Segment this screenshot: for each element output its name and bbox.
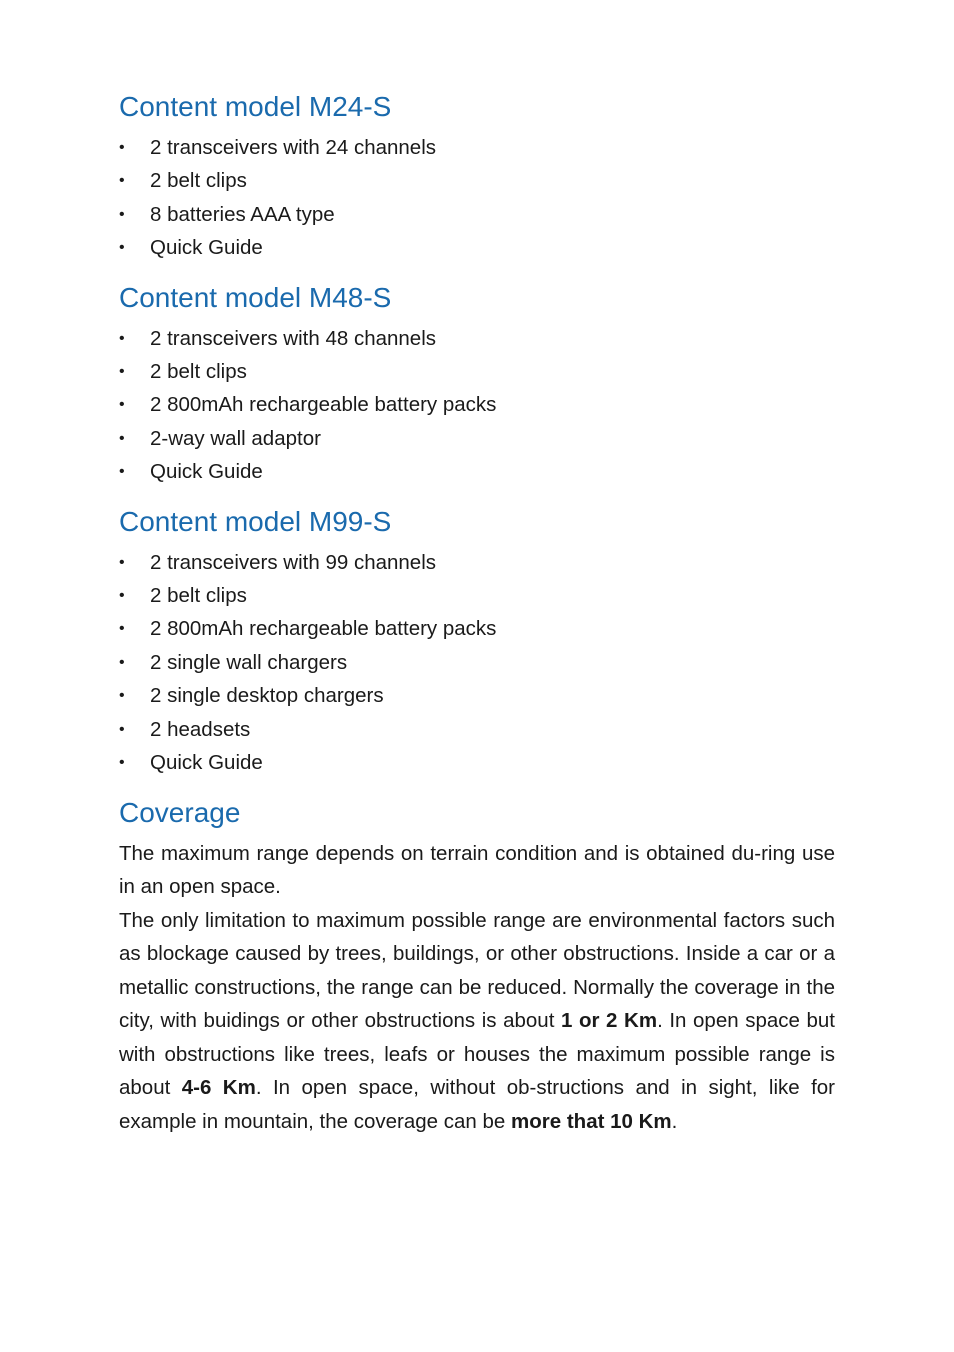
list-item: • 2 headsets xyxy=(119,713,835,746)
bullet-icon: • xyxy=(119,239,125,257)
content-list xyxy=(119,131,835,265)
content-list xyxy=(119,546,835,780)
bullet-icon: • xyxy=(119,329,125,347)
bullet-icon: • xyxy=(119,396,125,414)
section-heading: Content model M99-S xyxy=(119,505,392,537)
section-m24s xyxy=(119,88,835,265)
coverage-paragraph-2: The only limitation to maximum possible range are environmental factors such as blockage caused by trees, buildings, or other obstructions. Inside a car or a metallic constructions, the range can be reduced. Normally the coverage in the city, with buidings or other obstructions is about 1 or 2 Km. In open space but with obstructions like trees, leafs or houses the maximum possible range is about 4-6 Km. In open space, without ob-structions and in sight, like for example in mountain, the coverage can be more that 10 Km. xyxy=(119,908,836,1133)
content-list xyxy=(119,322,835,489)
section-heading: Content model M24-S xyxy=(119,91,392,122)
bullet-icon: • xyxy=(119,587,125,605)
range-city: 1 or 2 Km xyxy=(560,1009,658,1032)
bullet-icon: • xyxy=(119,620,125,638)
list-item: • 2 800mAh rechargeable battery packs xyxy=(119,388,835,421)
section-heading: Content model M48-S xyxy=(119,281,392,313)
list-item: • 2 transceivers with 24 channels xyxy=(119,131,835,164)
bullet-icon: • xyxy=(119,172,125,190)
list-item: • Quick Guide xyxy=(119,231,835,264)
bullet-icon: • xyxy=(119,754,125,772)
list-item: • 2 belt clips xyxy=(119,355,835,388)
range-open-clear: more that 10 Km xyxy=(511,1109,672,1133)
list-item: • 2 transceivers with 99 channels xyxy=(119,546,835,579)
bullet-icon: • xyxy=(119,687,125,705)
list-item: • Quick Guide xyxy=(119,746,835,779)
list-item: • 2 single desktop chargers xyxy=(119,679,835,712)
section-coverage xyxy=(119,794,835,1139)
list-item: • 8 batteries AAA type xyxy=(119,198,835,231)
list-item: • 2-way wall adaptor xyxy=(119,422,835,455)
bullet-icon: • xyxy=(119,363,125,381)
list-item: • 2 belt clips xyxy=(119,579,835,612)
section-heading: Coverage xyxy=(119,796,241,828)
range-open-obstructed: 4-6 Km xyxy=(181,1076,256,1099)
list-item: • 2 transceivers with 48 channels xyxy=(119,322,835,355)
list-item: • 2 800mAh rechargeable battery packs xyxy=(119,612,835,645)
document-page xyxy=(119,88,835,1138)
list-item: • Quick Guide xyxy=(119,455,835,488)
list-item: • 2 single wall chargers xyxy=(119,646,835,679)
bullet-icon: • xyxy=(119,553,125,571)
bullet-icon: • xyxy=(119,205,125,223)
bullet-icon: • xyxy=(119,720,125,738)
bullet-icon: • xyxy=(119,653,125,671)
section-m99s xyxy=(119,503,835,780)
list-item: • 2 belt clips xyxy=(119,164,835,197)
coverage-paragraph-1: The maximum range depends on terrain condition and is obtained du-ring use in an open space. xyxy=(119,841,835,898)
bullet-icon: • xyxy=(119,139,125,156)
bullet-icon: • xyxy=(119,463,125,481)
bullet-icon: • xyxy=(119,429,125,447)
section-m48s xyxy=(119,279,835,489)
